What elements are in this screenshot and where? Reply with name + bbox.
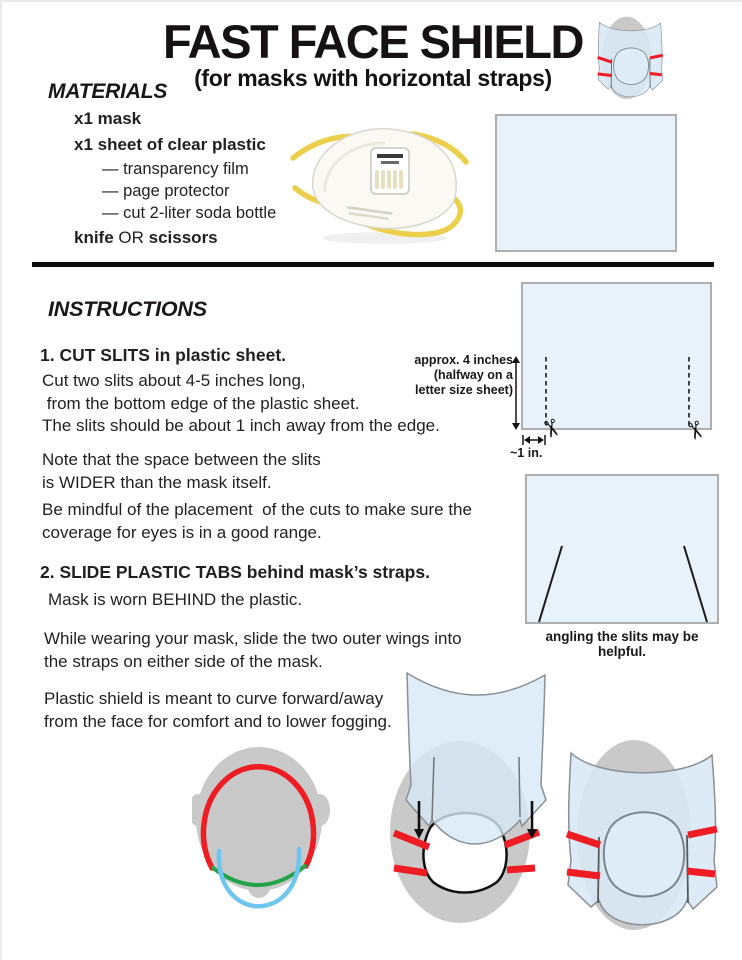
plastic-option: — page protector: [102, 182, 230, 200]
measure-label: approx. 4 inches (halfway on a letter size sheet): [414, 353, 513, 397]
plastic-option: — cut 2-liter soda bottle: [102, 204, 277, 222]
mask-strap-red: [394, 868, 427, 873]
mask-photo: [285, 110, 485, 252]
arrowhead-left: [524, 436, 530, 444]
plastic-shield: [406, 673, 546, 844]
assembled-shield-thumbnail: [592, 10, 668, 110]
width-label: ~1 in.: [510, 446, 543, 460]
tool-or: OR: [113, 228, 149, 247]
materials-heading: MATERIALS: [48, 80, 168, 103]
tool-knife: knife: [74, 228, 114, 247]
shield-slit: [519, 757, 520, 817]
valve-slat: [375, 170, 379, 189]
assembled-shield-illustration: [554, 724, 729, 956]
material-tools: [74, 228, 218, 248]
diagram-plastic-sheet: [522, 283, 711, 429]
step2-title: 2. SLIDE PLASTIC TABS behind mask’s straps.: [40, 562, 430, 582]
plastic-option: — transparency film: [102, 160, 249, 178]
angled-slits-diagram: [524, 472, 720, 627]
step1-paragraph-1: Cut two slits about 4-5 inches long, from the bottom edge of the plastic sheet. The slits should be about 1 inch away from the edge.: [42, 371, 440, 435]
step1-title: 1. CUT SLITS in plastic sheet.: [40, 345, 287, 365]
valve-slat: [381, 170, 385, 189]
head-coverage-illustration: [192, 735, 332, 930]
material-plastic: x1 sheet of clear plastic: [74, 135, 266, 154]
scissors-icon: ✂: [534, 414, 568, 443]
angled-slits-caption: angling the slits may be helpful.: [545, 629, 699, 659]
valve-slat: [393, 170, 397, 189]
valve-slat: [387, 170, 391, 189]
step2-paragraph-1: Mask is worn BEHIND the plastic.: [48, 590, 303, 609]
slide-tabs-illustration: [370, 658, 555, 953]
valve-print: [377, 154, 403, 158]
arrowhead-up: [512, 356, 520, 363]
valve-slat: [399, 170, 403, 189]
valve-print: [381, 161, 399, 164]
mask-strap-red: [507, 868, 535, 870]
plastic-sheet-sample: [495, 114, 677, 252]
instructions-heading: INSTRUCTIONS: [48, 297, 207, 321]
material-plastic-options: [102, 158, 276, 224]
step1-paragraph-2: Note that the space between the slits is WIDER than the mask itself.: [42, 450, 321, 492]
material-mask: x1 mask: [74, 109, 142, 128]
step2-paragraph-3: Plastic shield is meant to curve forward/away from the face for comfort and to lower fogging.: [44, 689, 392, 731]
page-subtitle: (for masks with horizontal straps): [194, 65, 552, 91]
page-title: FAST FACE SHIELD: [163, 15, 583, 68]
step1-paragraph-3: Be mindful of the placement of the cuts to make sure the coverage for eyes is in a good range.: [42, 500, 472, 542]
section-divider: [32, 262, 714, 267]
tool-scissors: scissors: [148, 228, 218, 247]
scissors-icon: ✂: [678, 416, 712, 445]
step2-paragraph-2: While wearing your mask, slide the two outer wings into the straps on either side of the mask.: [44, 629, 462, 671]
diagram-plastic-sheet: [526, 475, 718, 623]
arrowhead-down: [512, 423, 520, 430]
